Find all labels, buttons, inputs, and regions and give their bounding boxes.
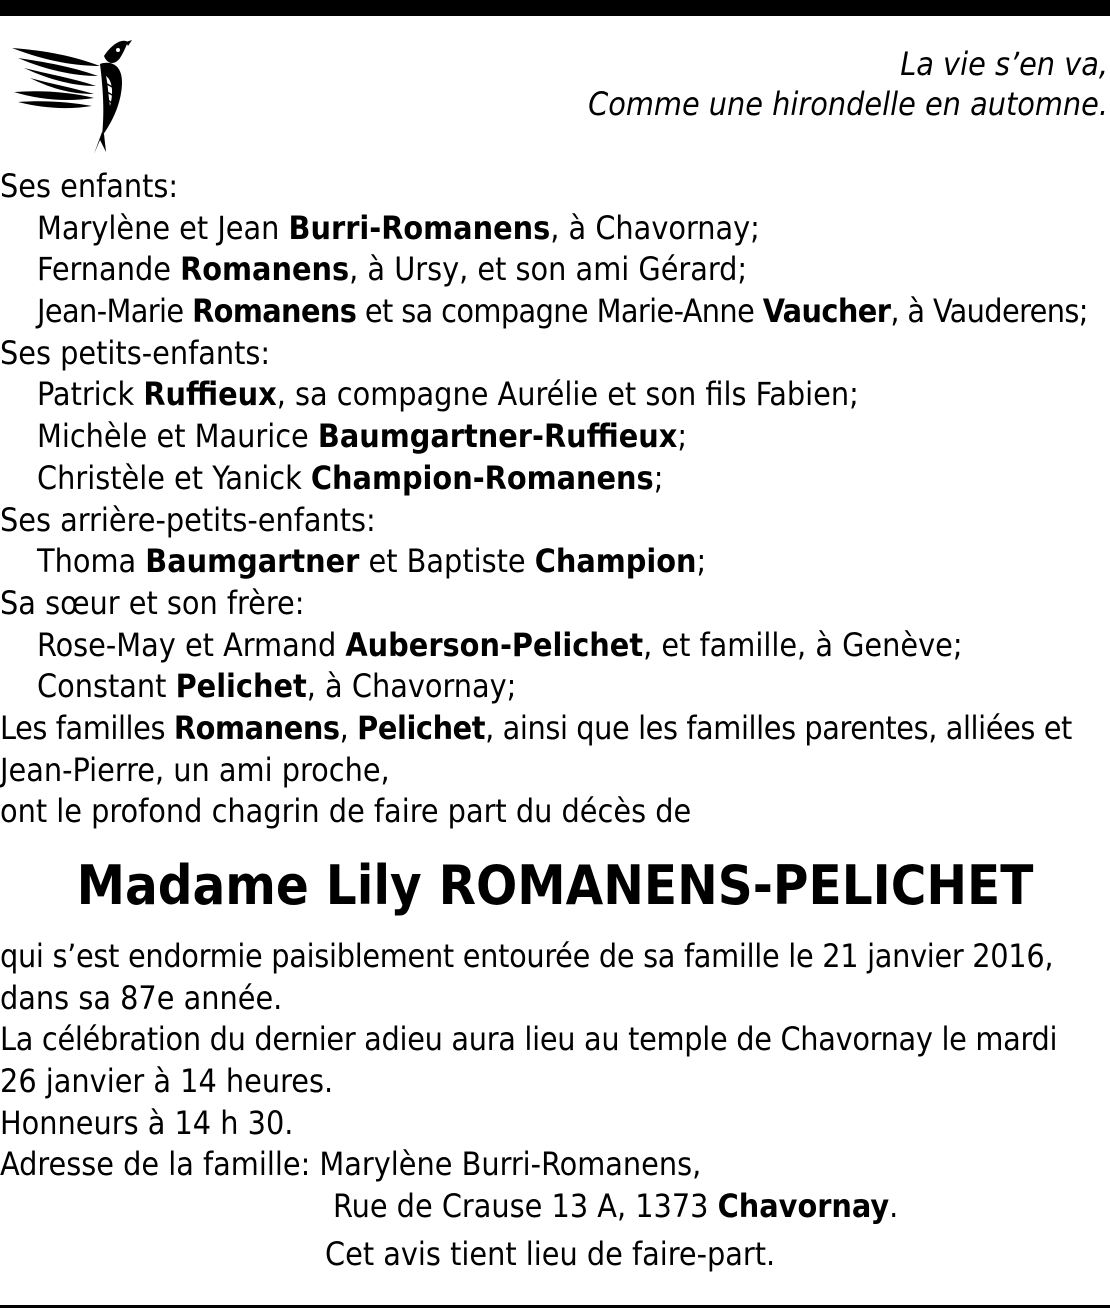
- epigraph: [588, 44, 1108, 124]
- text: Michèle et Maurice: [37, 417, 318, 456]
- deceased-name: Madame Lily ROMANENS-PELICHET: [76, 854, 1034, 917]
- text: Christèle et Yanick: [37, 458, 311, 497]
- details-line-5: Honneurs à 14 h 30.: [0, 1103, 294, 1142]
- siblings-heading: Sa sœur et son frère:: [0, 583, 305, 622]
- child-2: [0, 249, 1110, 291]
- details-line-1: qui s’est endormie paisiblement entourée de sa famille le 21 janvier 2016,: [0, 937, 1054, 975]
- greatgrandchild-1: [0, 541, 1110, 583]
- children-heading: Ses enfants:: [0, 167, 179, 205]
- details-line-3: La célébration du dernier adieu aura lieu au temple de Chavornay le mardi: [0, 1020, 1058, 1059]
- text: Les familles: [0, 708, 174, 747]
- bottom-rule: [0, 1305, 1110, 1308]
- announcement: ont le profond chagrin de faire part du décès de: [0, 792, 692, 831]
- text: , à Ursy, et son ami Gérard;: [349, 250, 748, 289]
- surname: Champion: [534, 542, 697, 581]
- child-3: [0, 291, 1110, 333]
- details-block: [0, 936, 1110, 1276]
- surname: Auberson-Pelichet: [345, 625, 644, 664]
- sibling-1: [0, 625, 1110, 667]
- text: , et famille, à Genève;: [643, 625, 963, 664]
- text: , à Chavornay;: [306, 667, 517, 706]
- families-line: [0, 708, 1110, 750]
- top-rule: [0, 0, 1110, 16]
- text: Fernande: [37, 250, 181, 289]
- grandchild-1: [0, 374, 1110, 416]
- greatgrandchildren-heading: Ses arrière-petits-enfants:: [0, 500, 376, 539]
- grandchildren-heading: Ses petits-enfants:: [0, 333, 271, 372]
- text: ;: [653, 458, 664, 497]
- address-line-2: [0, 1186, 1110, 1228]
- text: , ainsi que les familles parentes, alliées et: [485, 708, 1072, 747]
- text: , à Chavornay;: [550, 208, 760, 247]
- address-line-1: Adresse de la famille: Marylène Burri-Romanens,: [0, 1145, 702, 1184]
- text: Marylène et Jean: [37, 208, 289, 247]
- details-line-2: dans sa 87e année.: [0, 978, 283, 1017]
- child-1: [0, 208, 1110, 250]
- surname: Romanens: [192, 292, 357, 331]
- text: Jean-Marie: [37, 292, 193, 331]
- family-list: [0, 166, 1110, 833]
- closing-note: Cet avis tient lieu de faire-part.: [325, 1234, 776, 1273]
- text: Thoma: [37, 542, 146, 581]
- text: Rue de Crause 13 A, 1373: [333, 1187, 718, 1226]
- text: Constant: [37, 667, 176, 706]
- grandchild-2: [0, 416, 1110, 458]
- text: , sa compagne Aurélie et son fils Fabien;: [276, 375, 859, 414]
- text: et Baptiste: [359, 542, 535, 581]
- text: Rose-May et Armand: [37, 625, 346, 664]
- town: Chavornay: [717, 1187, 890, 1226]
- sibling-2: [0, 666, 1110, 708]
- swallow-icon: [8, 36, 132, 154]
- surname: Romanens: [180, 250, 350, 289]
- text: , à Vauderens;: [890, 292, 1088, 331]
- surname: Ruffieux: [143, 375, 277, 414]
- surname: Vaucher: [762, 292, 891, 331]
- text: ;: [677, 417, 688, 456]
- surname: Romanens: [173, 708, 340, 747]
- surname: Pelichet: [175, 667, 307, 706]
- text: ;: [696, 542, 707, 581]
- details-line-4: 26 janvier à 14 heures.: [0, 1062, 334, 1101]
- text: et sa compagne Marie-Anne: [356, 292, 763, 331]
- surname: Champion-Romanens: [310, 458, 654, 497]
- text: ,: [339, 708, 358, 747]
- text: .: [889, 1187, 899, 1226]
- grandchild-3: [0, 458, 1110, 500]
- epigraph-line-2: Comme une hirondelle en automne.: [588, 85, 1108, 123]
- surname: Burri-Romanens: [288, 208, 551, 247]
- surname: Baumgartner: [145, 542, 360, 581]
- epigraph-line-1: La vie s’en va,: [900, 45, 1108, 83]
- surname: Pelichet: [357, 708, 486, 747]
- text: Patrick: [37, 375, 144, 414]
- surname: Baumgartner-Ruffieux: [317, 417, 678, 456]
- families-continued: Jean-Pierre, un ami proche,: [0, 750, 390, 789]
